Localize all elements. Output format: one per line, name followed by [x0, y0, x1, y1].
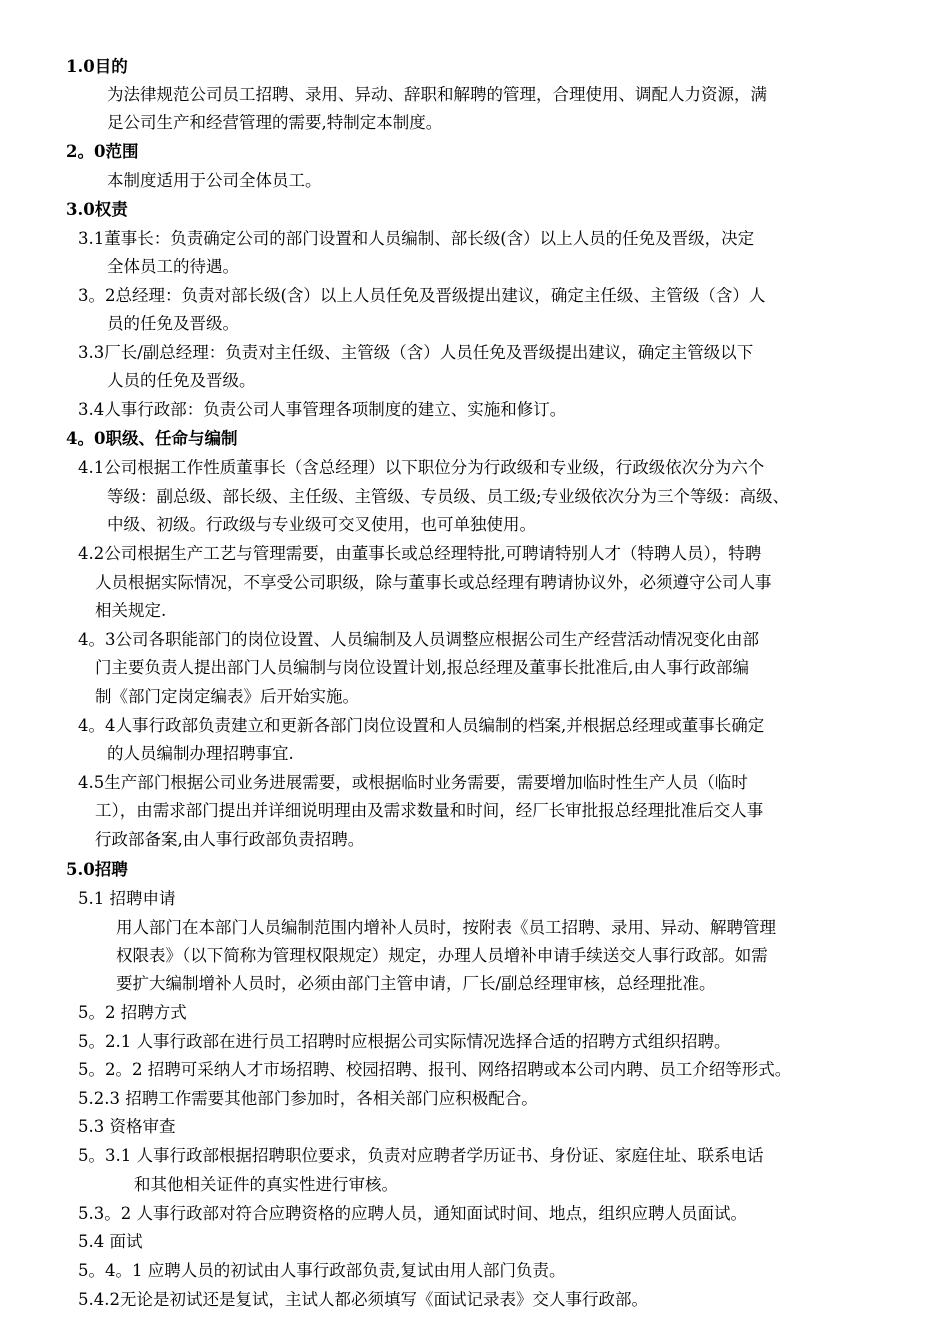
paragraph-line: 5。2。2 招聘可采纳人才市场招聘、校园招聘、报刊、网络招聘或本公司内聘、员工介绍等形式。	[78, 1060, 792, 1079]
paragraph-line: 等级：副总级、部长级、主任级、主管级、专员级、员工级;专业级依次分为三个等级：高级、	[107, 487, 790, 506]
paragraph-line: 人员的任免及晋级。	[107, 371, 256, 390]
subheading: 5.4 面试	[78, 1232, 143, 1251]
paragraph-line: 4.5生产部门根据公司业务进展需要，或根据临时业务需要，需要增加临时性生产人员（临时	[78, 773, 748, 792]
paragraph-line: 4。3公司各职能部门的岗位设置、人员编制及人员调整应根据公司生产经营活动情况变化由部	[78, 630, 759, 649]
paragraph-line: 员的任免及晋级。	[107, 314, 239, 333]
paragraph-line: 3.4人事行政部：负责公司人事管理各项制度的建立、实施和修订。	[78, 400, 567, 419]
paragraph-line: 5.4.2无论是初试还是复试，主试人都必须填写《面试记录表》交人事行政部。	[78, 1290, 648, 1309]
paragraph-line: 5。2.1 人事行政部在进行员工招聘时应根据公司实际情况选择合适的招聘方式组织招聘。	[78, 1032, 731, 1051]
paragraph-line: 工），由需求部门提出并详细说明理由及需求数量和时间，经厂长审批报总经理批准后交人事	[95, 801, 764, 820]
paragraph-line: 制《部门定岗定编表》后开始实施。	[95, 687, 359, 706]
paragraph-line: 5.3。2 人事行政部对符合应聘资格的应聘人员，通知面试时间、地点，组织应聘人员面试。	[78, 1204, 747, 1223]
heading-responsibilities: 3.0权责	[66, 200, 128, 219]
paragraph-line: 和其他相关证件的真实性进行审核。	[134, 1175, 398, 1194]
paragraph-line: 本制度适用于公司全体员工。	[107, 171, 322, 190]
heading-recruitment: 5.0招聘	[66, 860, 128, 879]
subheading: 5.3 资格审查	[78, 1117, 176, 1136]
paragraph-line: 权限表》（以下简称为管理权限规定）规定，办理人员增补申请手续送交人事行政部。如需	[116, 946, 768, 965]
paragraph-line: 行政部备案,由人事行政部负责招聘。	[95, 830, 365, 849]
paragraph-line: 5。4。1 应聘人员的初试由人事行政部负责,复试由用人部门负责。	[78, 1261, 566, 1280]
paragraph-line: 全体员工的待遇。	[107, 257, 239, 276]
paragraph-line: 门主要负责人提出部门人员编制与岗位设置计划,报总经理及董事长批准后,由人事行政部编	[95, 658, 749, 677]
heading-purpose: 1.0目的	[66, 57, 128, 76]
paragraph-line: 相关规定.	[95, 601, 167, 620]
subheading: 5.1 招聘申请	[78, 889, 176, 908]
paragraph-line: 4.2公司根据生产工艺与管理需要，由董事长或总经理特批,可聘请特别人才（特聘人员），特聘	[78, 544, 762, 563]
paragraph-line: 的人员编制办理招聘事宜.	[107, 744, 294, 763]
paragraph-line: 中级、初级。行政级与专业级可交叉使用，也可单独使用。	[107, 515, 536, 534]
paragraph-line: 3.1董事长：负责确定公司的部门设置和人员编制、部长级(含）以上人员的任免及晋级，决定	[78, 229, 755, 248]
paragraph-line: 3。2总经理：负责对部长级(含）以上人员任免及晋级提出建议，确定主任级、主管级（含）人	[78, 286, 766, 305]
paragraph-line: 用人部门在本部门人员编制范围内增补人员时，按附表《员工招聘、录用、异动、解聘管理	[116, 918, 776, 937]
paragraph-line: 人员根据实际情况，不享受公司职级，除与董事长或总经理有聘请协议外，必须遵守公司人事	[95, 573, 772, 592]
paragraph-line: 4。4人事行政部负责建立和更新各部门岗位设置和人员编制的档案,并根据总经理或董事长确定	[78, 716, 765, 735]
heading-scope: 2。0范围	[66, 142, 139, 161]
subheading: 5。2 招聘方式	[78, 1003, 187, 1022]
paragraph-line: 为法律规范公司员工招聘、录用、异动、辞职和解聘的管理，合理使用、调配人力资源，满	[107, 85, 767, 104]
paragraph-line: 5.2.3 招聘工作需要其他部门参加时，各相关部门应积极配合。	[78, 1089, 538, 1108]
paragraph-line: 4.1公司根据工作性质董事长（含总经理）以下职位分为行政级和专业级，行政级依次分为六个	[78, 458, 765, 477]
heading-ranks-appointment: 4。0职级、任命与编制	[66, 429, 238, 448]
paragraph-line: 足公司生产和经营管理的需要,特制定本制度。	[107, 113, 443, 132]
paragraph-line: 3.3厂长/副总经理：负责对主任级、主管级（含）人员任免及晋级提出建议，确定主管级以下	[78, 343, 754, 362]
paragraph-line: 要扩大编制增补人员时，必须由部门主管申请，厂长/副总经理审核，总经理批准。	[116, 974, 716, 993]
paragraph-line: 5。3.1 人事行政部根据招聘职位要求，负责对应聘者学历证书、身份证、家庭住址、联系电话	[78, 1146, 764, 1165]
